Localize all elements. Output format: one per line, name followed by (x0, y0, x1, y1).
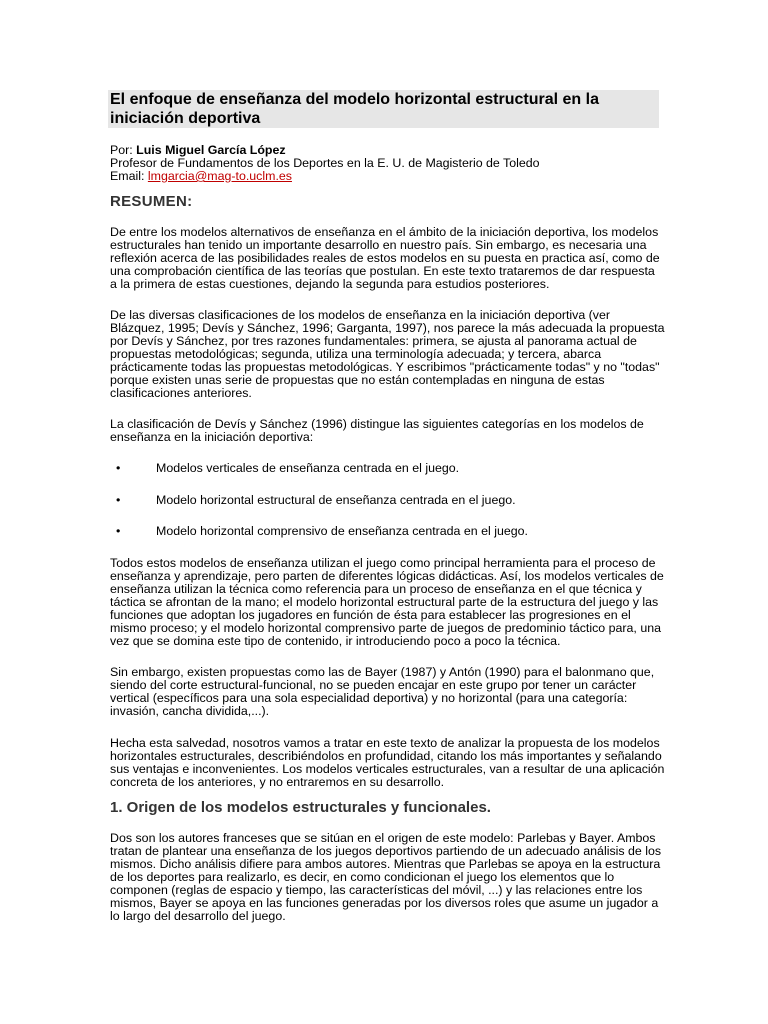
title-line: iniciación deportiva (110, 110, 261, 127)
para7-line: mismos, Bayer se apoya en las funciones generadas por los diversos roles que asume un jugador a (110, 896, 659, 910)
para4-line: Todos estos modelos de enseñanza utilizan el juego como principal herramienta para el proceso de (110, 556, 656, 570)
para4-line: funciones que adoptan los jugadores en función de ésta para establecer las progresiones en el (110, 608, 631, 622)
para1-line: De entre los modelos alternativos de enseñanza en el ámbito de la iniciación deportiva, los modelos (110, 225, 659, 239)
para2-line: por Devís y Sánchez, por tres razones fundamentales: primera, se ajusta al panorama actual de (110, 334, 637, 348)
para1-line: reflexión acerca de las posibilidades reales de estos modelos en su puesta en practica así, como de (110, 251, 660, 265)
para6-line: sus ventajas e inconvenientes. Los modelos verticales estructurales, van a resultar de una aplicación (110, 762, 665, 776)
author-name: Luis Miguel García López (136, 143, 286, 157)
email-line (110, 170, 292, 183)
para7-line: lo largo del desarrollo del juego. (110, 909, 286, 923)
email-label: Email: (110, 169, 148, 183)
bullet-marker: • (116, 524, 121, 538)
para6-line: concreta de los anteriores, y no entraremos en su desarrollo. (110, 775, 445, 789)
para3-line: La clasificación de Devís y Sánchez (1996) distingue las siguientes categorías en los modelos de (110, 417, 644, 431)
email-link[interactable]: lmgarcia@mag-to.uclm.es (147, 169, 292, 183)
author-prefix: Por: (110, 143, 137, 157)
para2-line: Blázquez, 1995; Devís y Sánchez, 1996; Garganta, 1997), nos parece la más adecuada la propuesta (110, 321, 665, 335)
para6-line: Hecha esta salvedad, nosotros vamos a tratar en este texto de analizar la propuesta de los modelos (110, 736, 660, 750)
bullet-marker: • (116, 461, 121, 475)
bullet-marker: • (116, 493, 121, 507)
para2-line: prácticamente todas las propuestas metodológicas. Y escribimos "prácticamente todas" y no "todas" (110, 360, 660, 374)
para5-line: invasión, cancha dividida,...). (110, 704, 270, 718)
para4-line: enseñanza utilizan la técnica como referencia para un proceso de enseñanza en el que técnica y (110, 582, 642, 596)
para4-line: táctica se afrontan de la mano; el modelo horizontal estructural parte de la estructura del juego y las (110, 595, 659, 609)
para5-line: Sin embargo, existen propuestas como las de Bayer (1987) y Antón (1990) para el balonmano que, (110, 665, 655, 679)
para4-line: mismo proceso; y el modelo horizontal comprensivo parte de juegos de predominio táctico para, una (110, 621, 661, 635)
para5-line: siendo del corte estructural-funcional, no se pueden encajar en este grupo por tener un carácter (110, 678, 637, 692)
para7-line: componen (reglas de espacio y tiempo, las características del móvil, ...) y las relaciones entre los (110, 883, 643, 897)
author-role: Profesor de Fundamentos de los Deportes en la E. U. de Magisterio de Toledo (110, 156, 540, 170)
para2-line: propuestas metodológicas; segunda, utiliza una terminología adecuada; y tercera, abarca (110, 347, 602, 361)
para6-line: horizontales estructurales, describiéndolos en profundidad, citando los más importantes y señalando (110, 749, 662, 763)
para3-line: enseñanza en la iniciación deportiva: (110, 430, 314, 444)
para1-line: a la primera de estas cuestiones, dejando la segunda para estudios posteriores. (110, 277, 550, 291)
bullet-item: Modelo horizontal comprensivo de enseñanza centrada en el juego. (156, 524, 528, 538)
para1-line: una comprobación científica de las teorías que postulan. En este texto trataremos de dar respuesta (110, 264, 655, 278)
resumen-heading: RESUMEN: (110, 193, 193, 210)
para2-line: porque existen unas serie de propuestas que no están contempladas en ninguna de estas (110, 373, 605, 387)
para4-line: vez que se domina este tipo de contenido, ir introduciendo poco a poco la técnica. (110, 634, 561, 648)
para2-line: clasificaciones anteriores. (110, 386, 252, 400)
para7-line: de los deportes para realizarlo, es decir, en como condicionan el juego los elementos que lo (110, 870, 615, 884)
title-line: El enfoque de enseñanza del modelo horizontal estructural en la (110, 91, 599, 108)
para7-line: Dos son los autores franceses que se sitúan en el origen de este modelo: Parlebas y Bayer. Ambos (110, 831, 656, 845)
para1-line: estructurales han tenido un importante desarrollo en nuestro país. Sin embargo, es necesaria una (110, 238, 647, 252)
document-title (110, 90, 655, 128)
para7-line: mismos. Dicho análisis difiere para ambos autores. Mientras que Parlebas se apoya en la estructura (110, 857, 661, 871)
bullet-item: Modelos verticales de enseñanza centrada en el juego. (156, 461, 460, 475)
para5-line: vertical (específicos para una sola especialidad deportiva) y no horizontal (para una categoría: (110, 691, 628, 705)
bullet-item: Modelo horizontal estructural de enseñanza centrada en el juego. (156, 493, 516, 507)
para7-line: tratan de plantear una enseñanza de los juegos deportivos partiendo de un adecuado análisis de los (110, 844, 662, 858)
para4-line: enseñanza y aprendizaje, pero parten de diferentes lógicas didácticas. Así, los modelos verticales de (110, 569, 664, 583)
section-heading: 1. Origen de los modelos estructurales y funcionales. (110, 799, 491, 816)
para2-line: De las diversas clasificaciones de los modelos de enseñanza en la iniciación deportiva (ver (110, 308, 611, 322)
